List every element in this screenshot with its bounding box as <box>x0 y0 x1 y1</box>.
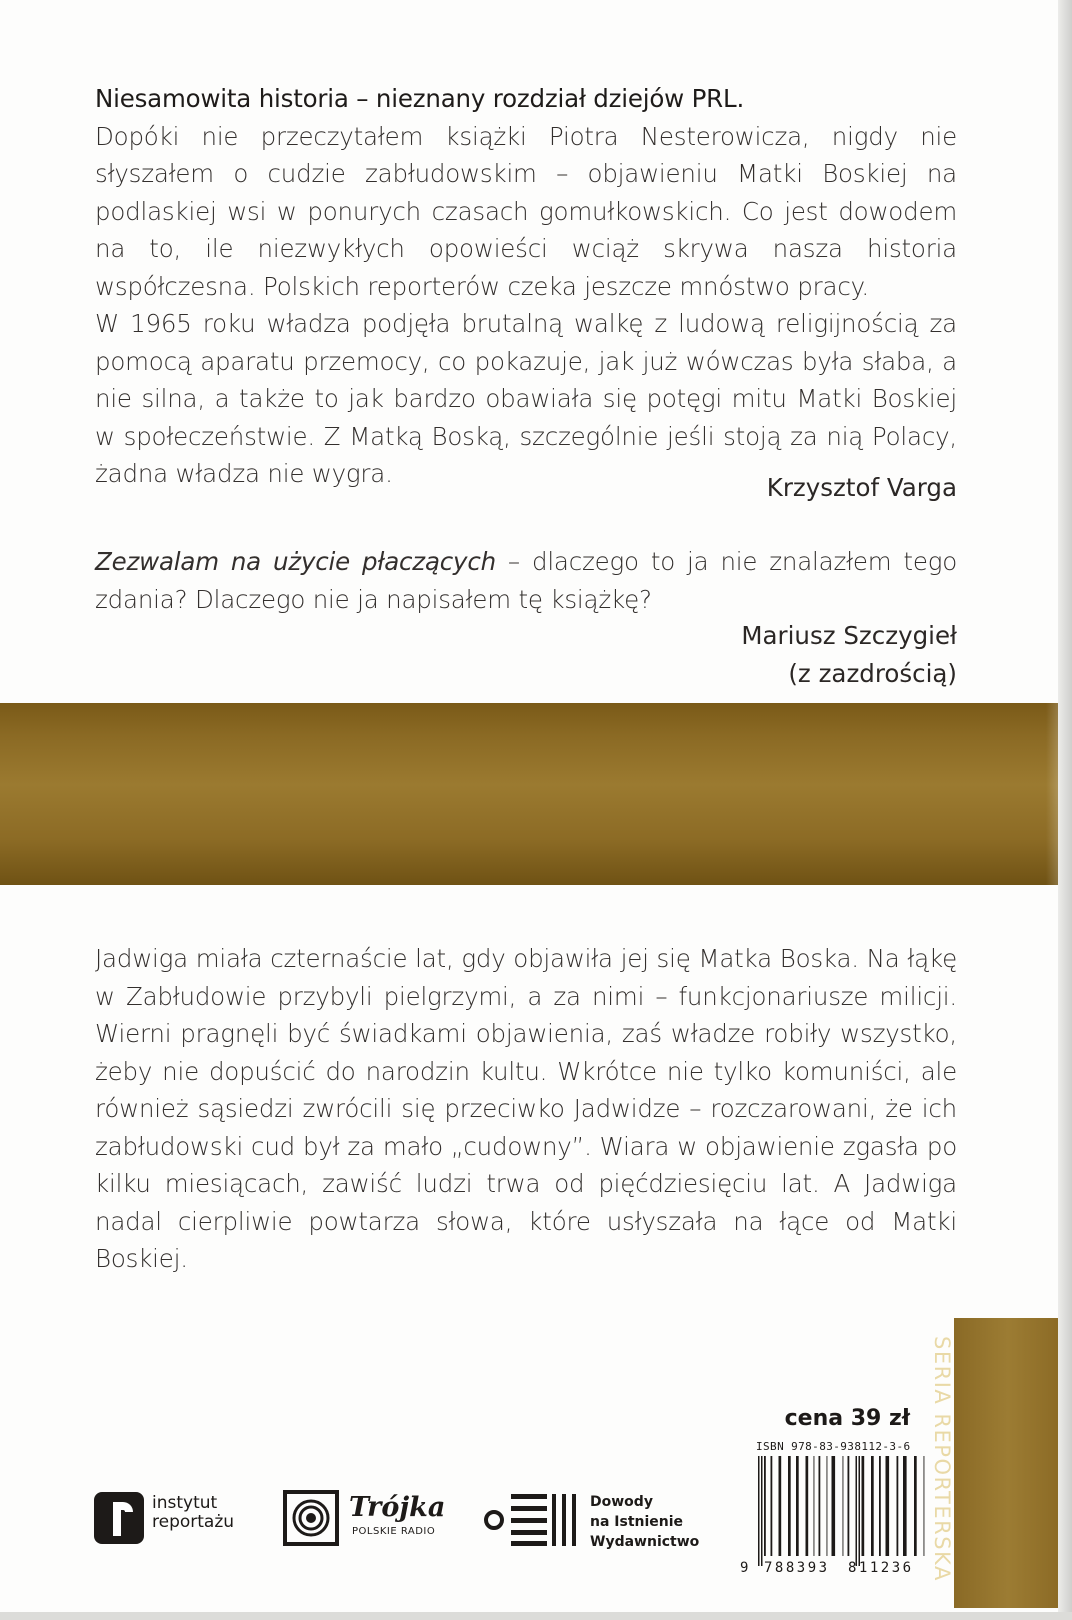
ean-left-group: 788393 <box>764 1560 830 1576</box>
barcode-bars <box>756 1456 928 1566</box>
dowody-lines-icon <box>511 1494 547 1546</box>
trojka-name: Trójka <box>349 1492 446 1523</box>
instytut-reportazu-logo <box>94 1490 254 1550</box>
dowody-logo <box>484 1488 724 1554</box>
trojka-radio-icon <box>283 1490 339 1546</box>
dowody-bars-icon <box>552 1494 576 1546</box>
instytut-line-1: instytut <box>152 1493 218 1513</box>
quote-author: Mariusz Szczygieł <box>741 621 957 650</box>
dowody-line-3: Wydawnictwo <box>590 1534 700 1550</box>
quote-book-title: Zezwalam na użycie płaczących <box>95 547 496 576</box>
quote-block <box>95 543 957 618</box>
isbn-label: ISBN 978-83-938112-3-6 <box>756 1440 911 1453</box>
dowody-circle-icon <box>484 1510 504 1530</box>
quote-rest: – dlaczego to ja nie znalazłem tego zdania? Dlaczego nie ja napisałem tę książkę? <box>95 547 957 614</box>
cover-edge-bottom <box>0 1612 1072 1620</box>
quote-author-note: (z zazdrością) <box>788 659 957 688</box>
price-label: cena 39 zł <box>784 1406 910 1431</box>
series-tab <box>930 1318 1062 1608</box>
ean-first-digit: 9 <box>740 1560 749 1576</box>
trojka-logo <box>283 1490 453 1550</box>
dowody-line-1: Dowody <box>590 1494 653 1510</box>
instytut-line-2: reportażu <box>152 1512 235 1532</box>
instytut-reportazu-text <box>152 1494 234 1532</box>
description-text: Jadwiga miała czternaście lat, gdy objawiła jej się Matka Boska. Na łąkę w Zabłudowie przybyli pielgrzymi, a za nimi – funkcjonariusze milicji. Wierni pragnęli być świadkami objawienia, zaś władze robiły wszystko, żeby nie dopuścić do narodzin kultu. Wkrótce nie tylko komuniści, ale również sąsiedzi zwrócili się przeciwko Jadwidze – rozczarowani, że ich zabłudowski cud był za mało „cudowny”. Wiara w objawienie zgasła po kilku miesiącach, zawiść ludzi trwa od pięćdziesięciu lat. A Jadwiga nadal cierpliwie powtarza słowa, które usłyszała na łące od Matki Boskiej. <box>95 944 957 1273</box>
ean-right-group: 811236 <box>848 1560 914 1576</box>
blurb-author: Krzysztof Varga <box>766 473 957 502</box>
gold-band <box>0 703 1062 885</box>
blurb-lead: Niesamowita historia – nieznany rozdział dziejów PRL. <box>95 84 745 113</box>
barcode <box>740 1440 936 1588</box>
series-label: SERIA REPORTERSKA <box>930 1336 954 1582</box>
blurb-block <box>95 80 957 493</box>
quote-text <box>95 543 957 618</box>
cover-edge-right <box>1058 0 1072 1620</box>
blurb-paragraph-1: Dopóki nie przeczytałem książki Piotra Nesterowicza, nigdy nie słyszałem o cudzie zabłudowskim – objawieniu Matki Boskiej na podlaskiej wsi w ponurych czasach gomułkowskich. Co jest dowodem na to, ile niezwykłych opowieści wciąż skrywa nasza historia współczesna. Polskich reporterów czeka jeszcze mnóstwo pracy. <box>95 121 957 301</box>
instytut-reportazu-icon <box>94 1492 144 1544</box>
dowody-line-2: na Istnienie <box>590 1514 684 1530</box>
blurb-paragraph-2: W 1965 roku władza podjęła brutalną walkę z ludową religijnością za pomocą aparatu przemocy, co pokazuje, jak już wówczas była słaba, a nie silna, a także to jak bardzo obawiała się potęgi mitu Matki Boskiej w społeczeństwie. Z Matką Boską, szczególnie jeśli stoją za nią Polacy, żadna władza nie wygra. <box>95 309 957 488</box>
trojka-subtitle: POLSKIE RADIO <box>352 1526 436 1537</box>
dowody-text <box>590 1492 699 1552</box>
description-block <box>95 940 957 1278</box>
